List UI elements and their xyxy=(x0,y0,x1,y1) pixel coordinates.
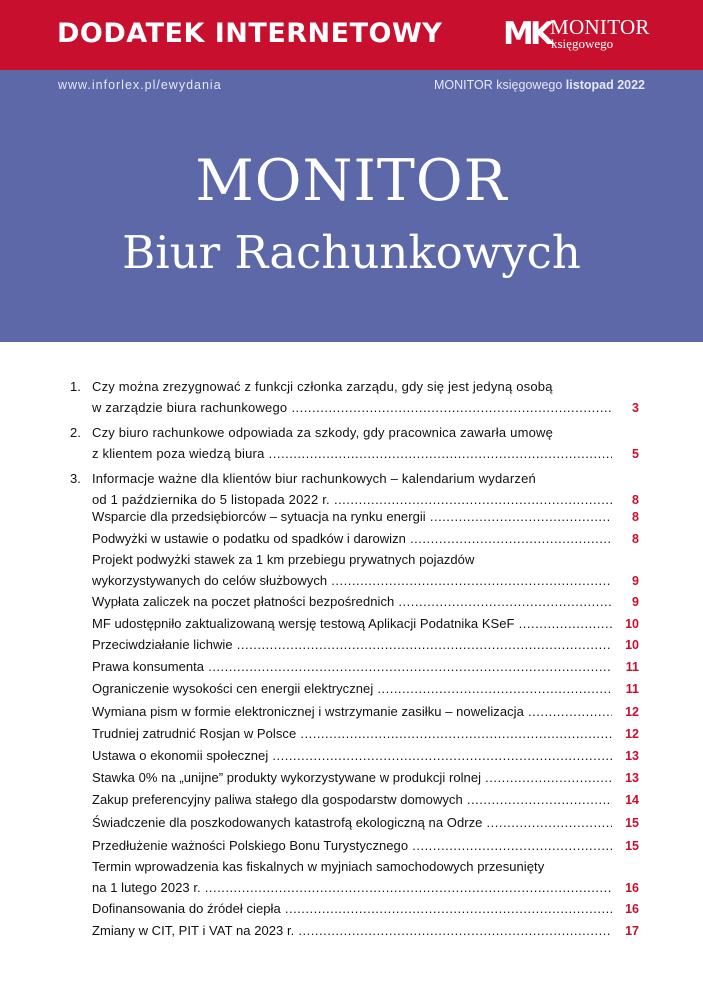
dot-leader xyxy=(426,509,612,524)
toc-entry-line xyxy=(92,572,612,590)
toc-entry-line xyxy=(92,470,612,488)
toc-entry-title: od 1 października do 5 listopada 2022 r. xyxy=(92,492,330,507)
toc-entry-line xyxy=(92,680,612,698)
toc-page-number: 12 xyxy=(625,705,639,719)
toc-entry-line xyxy=(92,491,612,509)
toc-entry-title: Przeciwdziałanie lichwie xyxy=(92,637,233,652)
toc-page-number: 8 xyxy=(632,493,639,507)
toc-entry-title: Informacje ważne dla klientów biur rachunkowych – kalendarium wydarzeń xyxy=(92,471,536,486)
dot-leader xyxy=(233,637,612,652)
toc-entry-title: Podwyżki w ustawie o podatku od spadków i darowizn xyxy=(92,531,406,546)
dot-leader xyxy=(204,659,612,674)
toc-entry-line xyxy=(92,858,612,876)
toc-page-number: 17 xyxy=(625,924,639,938)
toc-entry-title: Trudniej zatrudnić Rosjan w Polsce xyxy=(92,726,297,741)
toc-entry-title: Wymiana pism w formie elektronicznej i wstrzymanie zasiłku – nowelizacja xyxy=(92,704,524,719)
toc-entry-title: Projekt podwyżki stawek za 1 km przebiegu prywatnych pojazdów xyxy=(92,552,475,567)
toc-page-number: 8 xyxy=(632,532,639,546)
dot-leader xyxy=(268,748,612,763)
toc-entry-title: Stawka 0% na „unijne” produkty wykorzystywane w produkcji rolnej xyxy=(92,770,482,785)
toc-entry-title: z klientem poza wiedzą biura xyxy=(92,446,265,461)
toc-page-number: 11 xyxy=(625,660,639,674)
toc-entry-number: 3. xyxy=(70,471,81,486)
toc-entry-title: Prawa konsumenta xyxy=(92,659,205,674)
toc-entry-line xyxy=(92,725,612,743)
toc-entry-line xyxy=(92,615,612,633)
supplement-label: DODATEK INTERNETOWY xyxy=(57,18,443,49)
toc-entry-number: 1. xyxy=(70,379,81,394)
logo-mark: MK xyxy=(503,16,550,52)
toc-entry-title: Czy biuro rachunkowe odpowiada za szkody, gdy pracownica zawarła umowę xyxy=(92,425,554,440)
dot-leader xyxy=(281,901,612,916)
toc-entry-title: Czy można zrezygnować z funkcji członka zarządu, gdy się jest jedyną osobą xyxy=(92,379,553,394)
toc-entry-line xyxy=(92,879,612,897)
dot-leader xyxy=(287,400,612,415)
toc-page-number: 8 xyxy=(632,510,639,524)
toc-page-number: 3 xyxy=(632,401,639,415)
toc-entry-title: Wypłata zaliczek na poczet płatności bezpośrednich xyxy=(92,594,395,609)
toc-page-number: 14 xyxy=(625,793,639,807)
dot-leader xyxy=(515,616,612,631)
dot-leader xyxy=(201,880,612,895)
dot-leader xyxy=(373,681,612,696)
toc-entry-title: Wsparcie dla przedsiębiorców – sytuacja na rynku energii xyxy=(92,509,426,524)
dot-leader xyxy=(482,815,612,830)
dot-leader xyxy=(327,573,612,588)
toc-entry-title: w zarządzie biura rachunkowego xyxy=(92,400,288,415)
toc-entry-line xyxy=(92,424,612,442)
toc-entry-line xyxy=(92,636,612,654)
toc-entry-title: na 1 lutego 2023 r. xyxy=(92,880,201,895)
toc-entry-line xyxy=(92,791,612,809)
toc-page-number: 10 xyxy=(625,617,639,631)
toc-entry-title: Zakup preferencyjny paliwa stałego dla gospodarstw domowych xyxy=(92,792,463,807)
toc-entry-line xyxy=(92,378,612,396)
toc-entry-line xyxy=(92,769,612,787)
toc-entry-line xyxy=(92,747,612,765)
magazine-title-line1: MONITOR xyxy=(195,148,508,214)
dot-leader xyxy=(481,770,612,785)
logo-word: MONITOR xyxy=(550,15,650,39)
toc-entry-line xyxy=(92,508,612,526)
toc-entry-title: wykorzystywanych do celów służbowych xyxy=(92,573,328,588)
toc-entry-line xyxy=(92,900,612,918)
toc-entry-title: Ustawa o ekonomii społecznej xyxy=(92,748,269,763)
toc-page-number: 12 xyxy=(625,727,639,741)
dot-leader xyxy=(524,704,612,719)
toc-page-number: 16 xyxy=(625,881,639,895)
toc-page-number: 16 xyxy=(625,902,639,916)
toc-entry-title: Świadczenie dla poszkodowanych katastrofą ekologiczną na Odrze xyxy=(92,815,483,830)
dot-leader xyxy=(296,726,612,741)
toc-entry-line xyxy=(92,658,612,676)
toc-entry-number: 2. xyxy=(70,425,81,440)
toc-entry-title: Przedłużenie ważności Polskiego Bonu Turystycznego xyxy=(92,838,409,853)
dot-leader xyxy=(408,838,612,853)
toc-page-number: 13 xyxy=(625,771,639,785)
toc-entry-line xyxy=(92,814,612,832)
dot-leader xyxy=(463,792,612,807)
dot-leader xyxy=(294,923,612,938)
toc-entry-line xyxy=(92,399,612,417)
toc-entry-line xyxy=(92,551,612,569)
toc-entry-title: MF udostępniło zaktualizowaną wersję testową Aplikacji Podatnika KSeF xyxy=(92,616,515,631)
dot-leader xyxy=(330,492,612,507)
toc-entry-line xyxy=(92,445,612,463)
toc-page-number: 5 xyxy=(632,447,639,461)
magazine-title-line2: Biur Rachunkowych xyxy=(122,226,581,279)
toc-entry-title: Dofinansowania do źródeł ciepła xyxy=(92,901,281,916)
toc-entry-title: Termin wprowadzenia kas fiskalnych w myjniach samochodowych przesunięty xyxy=(92,859,545,874)
toc-page-number: 10 xyxy=(625,638,639,652)
toc-page-number: 9 xyxy=(632,574,639,588)
toc-page-number: 9 xyxy=(632,595,639,609)
publication-name: MONITOR księgowego xyxy=(434,78,563,92)
toc-entry-title: Ograniczenie wysokości cen energii elektrycznej xyxy=(92,681,374,696)
toc-entry-line xyxy=(92,703,612,721)
toc-entry-title: Zmiany w CIT, PIT i VAT na 2023 r. xyxy=(92,923,295,938)
toc-page-number: 13 xyxy=(625,749,639,763)
toc-page-number: 15 xyxy=(625,816,639,830)
toc-page-number: 11 xyxy=(625,682,639,696)
issue-date: listopad 2022 xyxy=(565,78,645,92)
dot-leader xyxy=(265,446,612,461)
toc-entry-line xyxy=(92,922,612,940)
website-url: www.inforlex.pl/ewydania xyxy=(58,78,222,92)
toc-entry-line xyxy=(92,593,612,611)
toc-entry-line xyxy=(92,837,612,855)
logo-subtitle: księgowego xyxy=(551,36,614,51)
dot-leader xyxy=(406,531,612,546)
toc-page-number: 15 xyxy=(625,839,639,853)
dot-leader xyxy=(394,594,612,609)
toc-entry-line xyxy=(92,530,612,548)
